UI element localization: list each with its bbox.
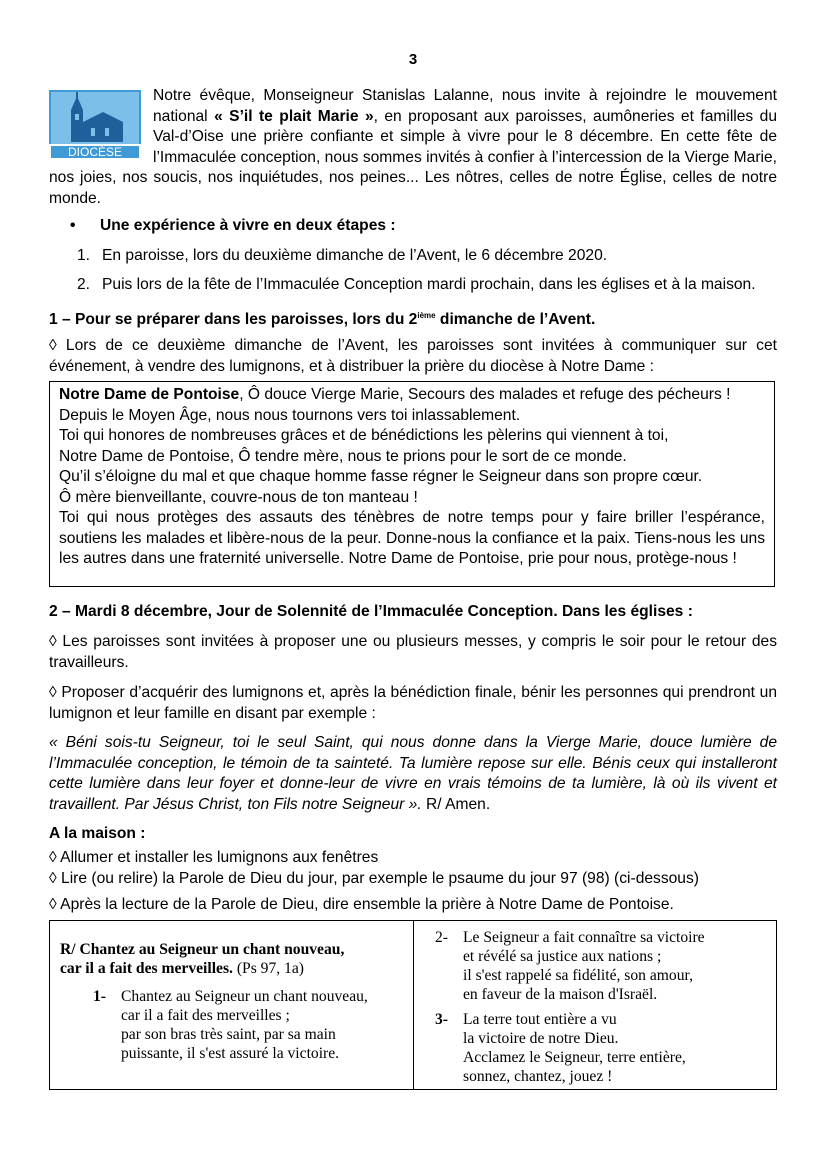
logo-text: DIOCÈSE — [67, 145, 123, 159]
section-1-paragraph: ◊ Lors de ce deuxième dimanche de l’Avent, les paroisses sont invitées à communiquer sur cet événement, à vendre des lumignons, et à distribuer la prière du diocèse à Notre Dame : — [49, 337, 777, 375]
intro-movement-name: « S’il te plait Marie » — [214, 107, 374, 125]
psalm-right-column — [435, 928, 765, 1086]
psalm-refrain-line-2 — [60, 959, 405, 978]
section-2-paragraph-1: ◊ Les paroisses sont invitées à proposer une ou plusieurs messes, y compris le soir pour le retour des travailleurs. — [49, 633, 777, 671]
bullet-heading: • Une expérience à vivre en deux étapes : — [70, 217, 396, 234]
psalm-verse-2-text — [463, 928, 705, 1004]
psalm-table — [49, 920, 777, 1090]
psalm-verse-2-number: 2- — [435, 929, 448, 946]
psalm-verse-3-text — [463, 1010, 686, 1086]
diocese-logo — [49, 90, 141, 160]
blessing-paragraph — [49, 733, 777, 815]
home-item-3: ◊ Après la lecture de la Parole de Dieu, dire ensemble la prière à Notre Dame de Pontoise. — [49, 896, 674, 913]
step-2-number: 2. — [77, 276, 91, 293]
psalm-verse-3-line: La terre tout entière a vu — [463, 1011, 617, 1028]
section-2-title: 2 – Mardi 8 décembre, Jour de Solennité de l’Immaculée Conception. Dans les églises : — [49, 603, 693, 620]
section-2-paragraph-2: ◊ Proposer d’acquérir des lumignons et, après la bénédiction finale, bénir les personnes qui prendront un lumignon et leur famille en disant par exemple : — [49, 684, 777, 722]
prayer-line-1-text: , Ô douce Vierge Marie, Secours des malades et refuge des pécheurs ! — [239, 386, 731, 403]
step-1-text: En paroisse, lors du deuxième dimanche de l’Avent, le 6 décembre 2020. — [102, 247, 608, 264]
step-2-text: Puis lors de la fête de l’Immaculée Conception mardi prochain, dans les églises et à la maison. — [102, 276, 756, 293]
prayer-line-6: Ô mère bienveillante, couvre-nous de ton manteau ! — [59, 488, 418, 506]
section-1-title-a: 1 – Pour se préparer dans les paroisses, lors du 2 — [49, 311, 418, 329]
psalm-verse-1-line: car il a fait des merveilles ; — [121, 1007, 290, 1024]
psalm-verse-1-line: puissante, il s'est assuré la victoire. — [121, 1045, 340, 1062]
psalm-verse-1-line: par son bras très saint, par sa main — [121, 1026, 336, 1043]
intro-text-1: Notre évêque, Monseigneur Stanislas Lalanne, nous invite à rejoindre le mouvement national — [153, 87, 777, 125]
prayer-line-4: Notre Dame de Pontoise, Ô tendre mère, nous te prions pour le sort de ce monde. — [59, 447, 627, 465]
prayer-line-1 — [59, 385, 765, 406]
psalm-verse-1-line: Chantez au Seigneur un chant nouveau, — [121, 988, 368, 1005]
psalm-verse-2-line: en faveur de la maison d'Israël. — [463, 986, 658, 1003]
psalm-verse-2-line: et révélé sa justice aux nations ; — [463, 948, 662, 965]
prayer-title: Notre Dame de Pontoise — [59, 386, 240, 403]
psalm-verse-3-line: Acclamez le Seigneur, terre entière, — [463, 1049, 686, 1066]
psalm-refrain-line-1: R/ Chantez au Seigneur un chant nouveau, — [60, 941, 345, 958]
psalm-verse-3 — [435, 1010, 765, 1086]
home-item-1: ◊ Allumer et installer les lumignons aux fenêtres — [49, 849, 379, 866]
section-1-title-sup: ième — [417, 311, 436, 320]
step-2 — [77, 275, 756, 295]
section-1-title-b: dimanche de l’Avent. — [435, 311, 596, 329]
home-item-2: ◊ Lire (ou relire) la Parole de Dieu du jour, par exemple le psaume du jour 97 (98) (ci-dessous) — [49, 870, 699, 887]
psalm-refrain-text: car il a fait des merveilles. — [60, 960, 233, 977]
prayer-line-3: Toi qui honores de nombreuses grâces et de bénédictions les pèlerins qui viennent à toi, — [59, 427, 669, 444]
psalm-verse-3-number: 3- — [435, 1011, 448, 1028]
step-1-number: 1. — [77, 247, 91, 264]
intro-text-2: , en proposant aux paroisses, aumôneries et familles du Val-d’Oise une prière confiante et simple à vivre pour le 8 décembre. En cette fête de l’Immaculée conception, nous sommes invités à confier à l’intercession de la Vierge Marie, nos joies, nos soucis, nos inquiétudes, nos peines... Les nôtres, celles de notre Église, celles de notre monde. — [49, 107, 778, 207]
blessing-text: « Béni sois-tu Seigneur, toi le seul Saint, qui nous donne dans la Vierge Marie, douce lumière de l’Immaculée conception, le témoin de ta sainteté. Ta lumière repose sur elle. Bénis ceux qui installeront cette lumière dans leur foyer et donne-leur de vivre en vrais témoins de ta lumière, là où ils vivent et travaillent. Par Jésus Christ, ton Fils notre Seigneur ». — [49, 734, 777, 813]
step-1 — [77, 246, 607, 266]
home-title: A la maison : — [49, 825, 146, 842]
prayer-line-5: Qu’il s’éloigne du mal et que chaque homme fasse régner le Seigneur dans son propre cœur. — [59, 468, 703, 485]
psalm-verse-1-text — [121, 987, 368, 1063]
psalm-verse-2-line: il s'est rappelé sa fidélité, son amour, — [463, 967, 693, 984]
psalm-left-column — [60, 940, 405, 1063]
psalm-verse-3-line: la victoire de notre Dieu. — [463, 1030, 619, 1047]
psalm-verse-2-line: Le Seigneur a fait connaître sa victoire — [463, 929, 705, 946]
section-1-title — [49, 306, 779, 330]
psalm-verse-2 — [435, 928, 765, 1004]
psalm-verse-1-number: 1- — [93, 988, 106, 1005]
psalm-verse-1 — [60, 987, 405, 1063]
psalm-column-divider — [413, 921, 414, 1089]
bullet-heading-text: Une expérience à vivre en deux étapes : — [100, 217, 396, 234]
blessing-response: R/ Amen. — [421, 795, 491, 813]
prayer-line-7: Toi qui nous protèges des assauts des ténèbres de notre temps pour y faire briller l’espérance, soutiens les malades et libère-nous de la peur. Donne-nous la confiance et la paix. Tiens-nous les uns les autres dans une fraternité universelle. Notre Dame de Pontoise, prie pour nous, protège-nous ! — [59, 509, 765, 567]
psalm-verse-3-line: sonnez, chantez, jouez ! — [463, 1068, 613, 1085]
prayer-line-2: Depuis le Moyen Âge, nous nous tournons vers toi inlassablement. — [59, 406, 521, 424]
psalm-reference: (Ps 97, 1a) — [232, 960, 304, 977]
prayer-box — [49, 381, 775, 587]
intro-paragraph — [49, 86, 777, 209]
page-number: 3 — [408, 51, 418, 68]
